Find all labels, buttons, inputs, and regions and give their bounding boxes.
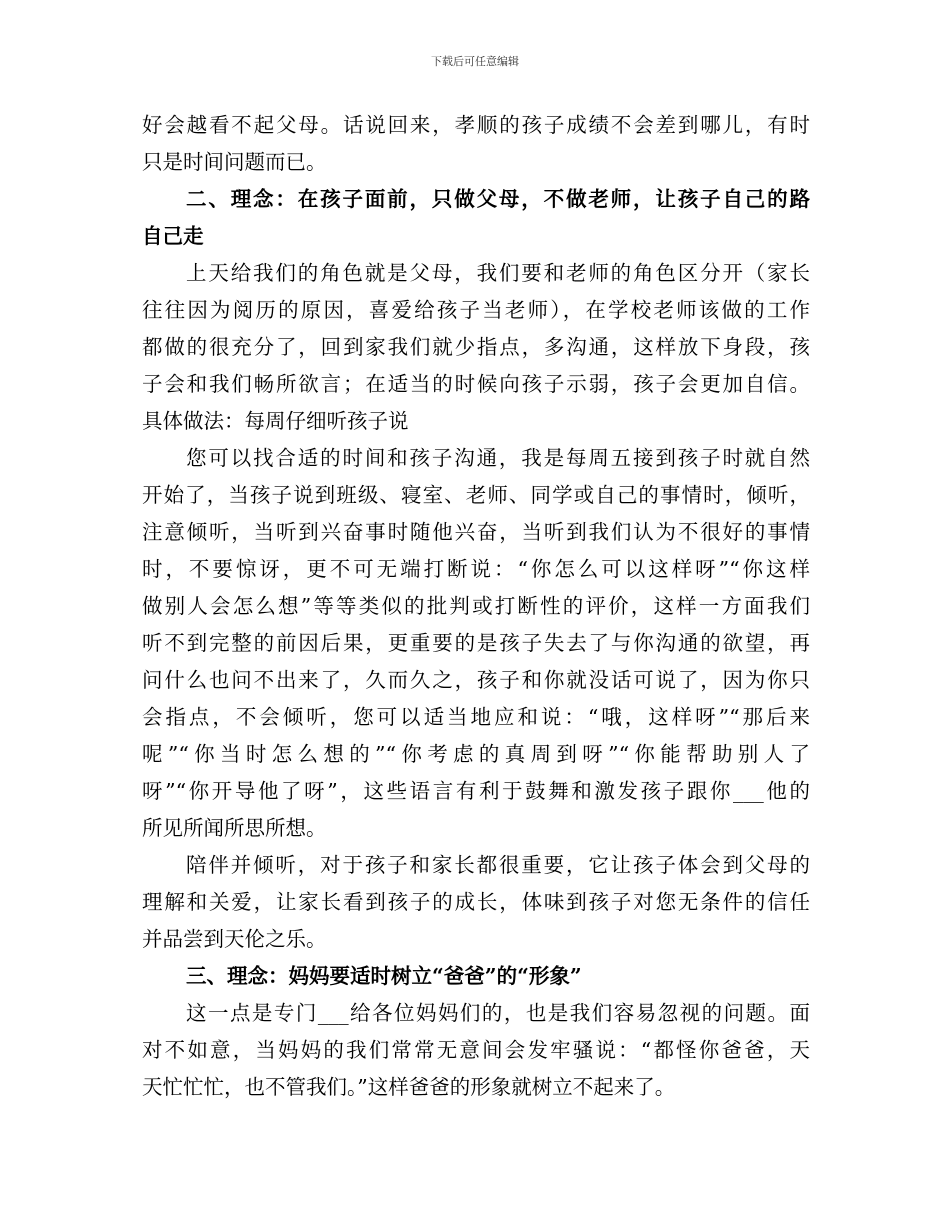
paragraph-line: 所见所闻所思所想。 <box>142 816 327 840</box>
paragraph-line: 只是时间问题而已。 <box>142 150 327 174</box>
paragraph-line: 天忙忙忙，也不管我们。”这样爸爸的形象就树立不起来了。 <box>142 1075 676 1099</box>
paragraph-line: 上天给我们的角色就是父母，我们要和老师的角色区分开（家长 <box>186 261 810 285</box>
paragraph-line: 子会和我们畅所欲言；在适当的时候向孩子示弱，孩子会更加自信。 <box>142 372 810 396</box>
paragraph-line: 好会越看不起父母。话说回来，孝顺的孩子成绩不会差到哪儿，有时 <box>142 113 810 137</box>
paragraph-line: 都做的很充分了，回到家我们就少指点，多沟通，这样放下身段，孩 <box>142 335 810 359</box>
section-heading-2: 二、理念：在孩子面前，只做父母，不做老师，让孩子自己的路 <box>186 187 810 211</box>
paragraph-line: 您可以找合适的时间和孩子沟通，我是每周五接到孩子时就自然 <box>186 446 810 470</box>
subheading-method: 具体做法：每周仔细听孩子说 <box>142 409 409 433</box>
paragraph-line: 呢”“你当时怎么想的”“你考虑的真周到呀”“你能帮助别人了 <box>142 742 810 766</box>
paragraph-line: 并品尝到天伦之乐。 <box>142 927 327 951</box>
paragraph-line: 问什么也问不出来了，久而久之，孩子和你就没话可说了，因为你只 <box>142 668 810 692</box>
paragraph-line: 会指点，不会倾听，您可以适当地应和说：“哦，这样呀”“那后来 <box>142 705 810 729</box>
section-heading-2-cont: 自己走 <box>142 224 204 248</box>
paragraph-line: 陪伴并倾听，对于孩子和家长都很重要，它让孩子体会到父母的 <box>186 853 810 877</box>
paragraph-line: 注意倾听，当听到兴奋事时随他兴奋，当听到我们认为不很好的事情 <box>142 520 810 544</box>
paragraph-line: 做别人会怎么想”等等类似的批判或打断性的评价，这样一方面我们 <box>142 594 810 618</box>
paragraph-line: 听不到完整的前因后果，更重要的是孩子失去了与你沟通的欲望，再 <box>142 631 810 655</box>
paragraph-line: 这一点是专门___给各位妈妈们的，也是我们容易忽视的问题。面 <box>186 1001 810 1025</box>
document-body <box>142 107 810 1106</box>
paragraph-line: 往往因为阅历的原因，喜爱给孩子当老师），在学校老师该做的工作 <box>142 298 810 322</box>
section-heading-3: 三、理念：妈妈要适时树立“爸爸”的“形象” <box>186 964 582 988</box>
paragraph-line: 理解和关爱，让家长看到孩子的成长，体味到孩子对您无条件的信任 <box>142 890 810 914</box>
paragraph-line: 时，不要惊讶，更不可无端打断说：“你怎么可以这样呀”“你这样 <box>142 557 810 581</box>
paragraph-line: 呀”“你开导他了呀”，这些语言有利于鼓舞和激发孩子跟你___他的 <box>142 779 810 803</box>
paragraph-line: 对不如意，当妈妈的我们常常无意间会发牢骚说：“都怪你爸爸，天 <box>142 1038 810 1062</box>
paragraph-line: 开始了，当孩子说到班级、寝室、老师、同学或自己的事情时，倾听， <box>142 483 810 507</box>
page-header: 下载后可任意编辑 <box>431 55 519 68</box>
